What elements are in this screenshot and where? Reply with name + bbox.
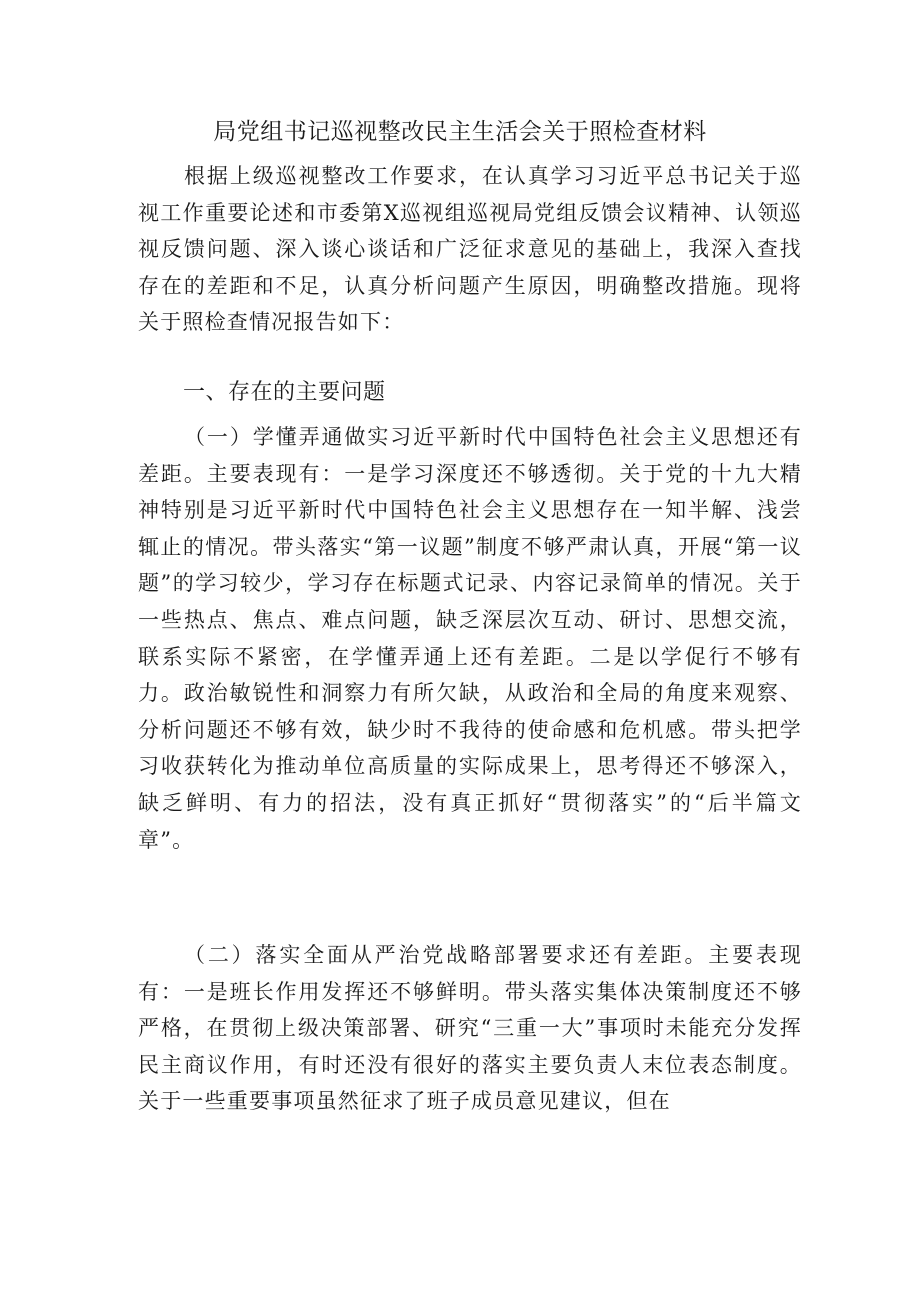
paragraph-2: （二）落实全面从严治党战略部署要求还有差距。主要表现有：一是班长作用发挥还不够鲜明。带头落实集体决策制度还不够严格，在贯彻上级决策部署、研究“三重一大”事项时未能充分发挥民主商议作用，有时还没有很好的落实主要负责人末位表态制度。关于一些重要事项虽然征求了班子成员意见建议，但在: [138, 943, 802, 1114]
intro-paragraph: 根据上级巡视整改工作要求，在认真学习习近平总书记关于巡视工作重要论述和市委第X巡视组巡视局党组反馈会议精神、认领巡视反馈问题、深入谈心谈话和广泛征求意见的基础上，我深入查找存在的差距和不足，认真分析问题产生原因，明确整改措施。现将关于照检查情况报告如下：: [138, 164, 802, 335]
document-title: 局党组书记巡视整改民主生活会关于照检查材料: [213, 119, 707, 145]
section-heading: 一、存在的主要问题: [183, 380, 386, 405]
paragraph-1: （一）学懂弄通做实习近平新时代中国特色社会主义思想还有差距。主要表现有：一是学习深度还不够透彻。关于党的十九大精神特别是习近平新时代中国特色社会主义思想存在一知半解、浅尝辄止的情况。带头落实“第一议题”制度不够严肃认真，开展“第一议题”的学习较少，学习存在标题式记录、内容记录简单的情况。关于一些热点、焦点、难点问题，缺乏深层次互动、研讨、思想交流，联系实际不紧密，在学懂弄通上还有差距。二是以学促行不够有力。政治敏锐性和洞察力有所欠缺，从政治和全局的角度来观察、分析问题还不够有效，缺少时不我待的使命感和危机感。带头把学习收获转化为推动单位高质量的实际成果上，思考得还不够深入，缺乏鲜明、有力的招法，没有真正抓好“贯彻落实”的“后半篇文章”。: [138, 425, 802, 852]
